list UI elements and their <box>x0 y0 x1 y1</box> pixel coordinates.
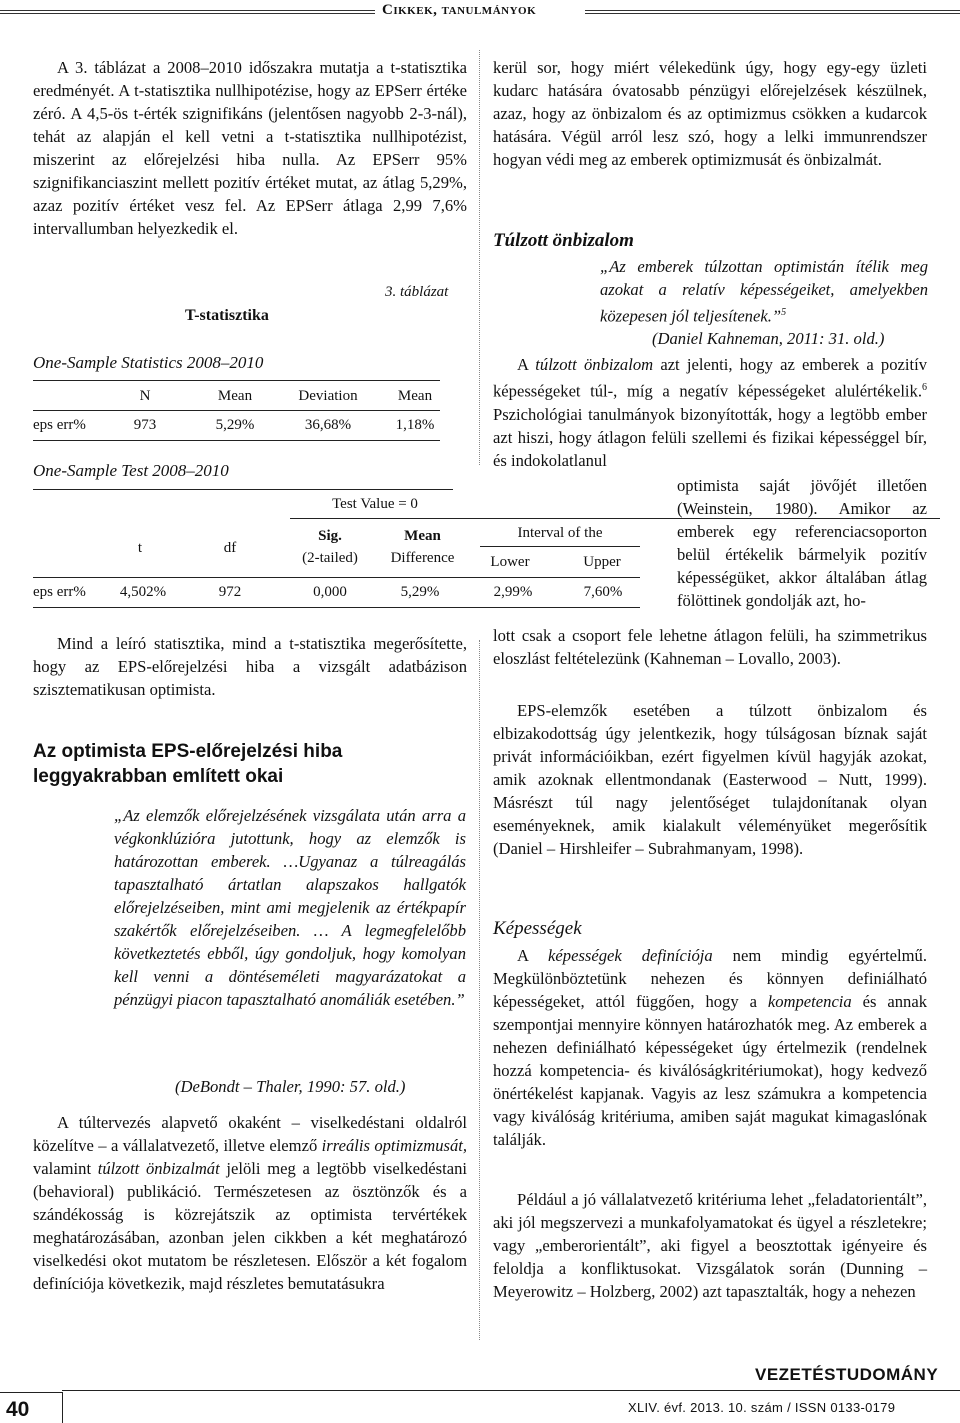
stats-header-rule <box>33 410 440 411</box>
left-quote: „Az elemzők előrejelzésének vizsgálata után arra a végkonklúzióra jutottunk, hogy az elemzők is határozottan emberek. …Ugyanaz a túlreagálás tapasztalható ártatlan alapszakos hallgatók előrejelzéseiben, mint ami megjelenik az értékpapír szakértők előrejelzéseiben. … A legmegfelelőbb következtetés ebből, úgy gondoljuk, hogy komolyan kell venni a döntéseméleti magyarázatokat a pénzügyi piacon tapasztalható anomáliák esetében.” <box>114 806 466 1009</box>
p4-text-c: nem mindig egyértelmű. Megkülönböztetünk nehezen és könnyen definiálható képességeket, attól függően, hogy a <box>493 946 927 1011</box>
right-paragraph-2-wrap: optimista saját jövőjét illetően (Weinstein, 1980). Amikor az emberek egy referenciacsoporton belül értékelik bármelyik pozitív képességüket, akkor általában átlag fölöttinek gondolják azt, ho- <box>677 476 927 610</box>
p4-text-b: képességek definíciója <box>548 946 713 965</box>
stats-row-label: eps err% <box>33 417 86 433</box>
footnote-5: 5 <box>781 307 787 318</box>
header-rule-left <box>0 10 375 14</box>
test-header-lower: Lower <box>490 554 530 570</box>
left-paragraph-2: Mind a leíró statisztika, mind a t-statisztika megerősítette, hogy az EPS-előrejelzési hiba a vizsgált adatbázison szisztematikusan optimista. <box>33 634 467 699</box>
stats-title: One-Sample Statistics 2008–2010 <box>33 353 264 372</box>
stats-row-n: 973 <box>133 417 157 433</box>
p2-text-c: azt jelenti, hogy az emberek a pozitív képességeket túl-, míg a negatív képességeket alulértékelik. <box>493 355 927 401</box>
interval-rule <box>480 546 640 547</box>
p3-text-b: irreális optimizmusát, <box>321 1136 468 1155</box>
test-header-df: df <box>223 540 237 556</box>
test-top-rule <box>33 489 453 490</box>
test-row-lower: 2,99% <box>493 584 533 600</box>
left-paragraph-3 <box>33 1111 467 1295</box>
test-row-label: eps err% <box>33 584 86 600</box>
stats-row-mean: 5,29% <box>215 417 255 433</box>
journal-brand: VEZETÉSTUDOMÁNY <box>755 1365 939 1384</box>
heading-kepessegek: Képességek <box>493 918 582 939</box>
p2-text-d: Pszichológiai tanulmányok bizonyították, hogy a legtöbb ember azt hiszi, hogy átlagon felüli szellemi és fizikai képességgel bír, és indokolatlanul <box>493 404 927 470</box>
test-header-t: t <box>137 540 143 556</box>
header-rule-right <box>585 10 960 14</box>
heading-tulzott-onbizalom: Túlzott önbizalom <box>493 230 634 251</box>
page-number: 40 <box>6 1398 30 1421</box>
test-header-rule <box>33 577 640 578</box>
right-paragraph-5: Például a jó vállalatvezető kritériuma lehet „feladatorientált”, aki jól megszervezi a munkafolyamatokat és ügyel a részletekre; vagy „emberorientált”, aki figyel a beosztottak igényeire és feloldja a konfliktusokat. Vizsgálatok során (Dunning – Meyerowitz – Holzberg, 2002) azt tapasztalták, hogy a nehezen <box>493 1190 927 1301</box>
column-divider <box>479 640 480 1340</box>
table-caption: 3. táblázat <box>385 284 449 300</box>
stats-row-deviation: 36,68% <box>304 417 352 433</box>
right-quote-text: „Az emberek túlzottan optimistán ítélik meg azokat a relatív képességeiket, amelyekben közepesen jól teljesítenek.” <box>600 257 928 326</box>
right-paragraph-1: kerül sor, hogy miért vélekedünk úgy, hogy egy-egy üzleti kudarc hatására óvatosabb pénzügyi előrejelzések készülnek, azaz, hogy az önbizalom és az optimizmus csökken a kudarcok hatására. Végül arról lesz szó, hogy a lelki immunrendszer hogyan védi meg az emberek optimizmusát és önbizalmát. <box>493 58 927 169</box>
stats-top-rule <box>33 380 440 381</box>
test-row-sig: 0,000 <box>313 584 347 600</box>
section-heading: Az optimista EPS-előrejelzési hiba leggyakrabban említett okai <box>33 741 343 787</box>
test-row-t: 4,502% <box>119 584 167 600</box>
test-header-md-2: Difference <box>390 550 455 566</box>
stats-header-deviation: Deviation <box>298 388 358 404</box>
p4-text-a: A <box>517 946 549 965</box>
p4-text-e: és annak szempontjai mennyire könnyen határozhatók meg. Az emberek a nehezen definiálható képességeket úgy értelmezik (rendelnek hozzá kompetencia- és kiválóságkritériumokat), hogy kedvező önértékelést kapjanak. Vagyis az lesz számukra a kompetencia vagy kiválóság kritériuma, amiben saját magukat kimagaslónak találják. <box>493 992 927 1149</box>
right-paragraph-4 <box>493 944 927 1151</box>
stats-row-mean2: 1,18% <box>395 417 435 433</box>
stats-header-n: N <box>139 388 151 404</box>
journal-issue: XLIV. évf. 2013. 10. szám / ISSN 0133-0179 <box>628 1400 896 1415</box>
test-value-header: Test Value = 0 <box>332 496 418 512</box>
test-header-interval: Interval of the <box>517 525 603 541</box>
p3-text-a: A túltervezés alapvető okaként – viselkedéstani oldalról közelítve – a vállalatvezető, illetve elemző <box>33 1113 467 1155</box>
right-paragraph-2 <box>493 353 927 472</box>
test-header-md: Mean <box>404 528 441 544</box>
footer-rule <box>62 1390 960 1391</box>
test-title: One-Sample Test 2008–2010 <box>33 461 229 480</box>
p2-text-b: túlzott önbizalom <box>535 355 654 374</box>
right-quote-source: (Daniel Kahneman, 2011: 31. old.) <box>652 329 885 348</box>
p4-text-d: kompetencia <box>767 992 852 1011</box>
test-header-upper: Upper <box>583 554 621 570</box>
test-header-sig-2: (2-tailed) <box>302 550 358 566</box>
stats-header-mean2: Mean <box>397 388 433 404</box>
left-quote-source: (DeBondt – Thaler, 1990: 57. old.) <box>175 1077 406 1096</box>
p3-text-c: valamint <box>33 1159 98 1178</box>
right-paragraph-2-end: lott csak a csoport fele lehetne átlagon felüli, ha szimmetrikus eloszlást feltételezünk (Kahneman – Lovallo, 2003). <box>493 626 927 668</box>
stats-header-mean: Mean <box>217 388 253 404</box>
p3-text-e: jelöli meg a legtöbb viselkedéstani (behavioral) publikáció. Természetesen az ösztönzők és a szándékosság is közrejátszik az optimista tervértékek meghatározásában, azonban jelen cikkben a két meghatározó viselkedési okot mutatom be részletesen. Először a két fogalom definíciója következik, majd részletes bemutatásukra <box>33 1159 467 1293</box>
p3-text-d: túlzott önbizalmát <box>97 1159 220 1178</box>
section-title: Cikkek, tanulmányok <box>382 2 537 18</box>
test-header-sig: Sig. <box>318 528 342 544</box>
test-row-df: 972 <box>218 584 242 600</box>
test-bottom-rule <box>33 607 640 608</box>
right-paragraph-3: EPS-elemzők esetében a túlzott önbizalom és elbizakodottság úgy jelentkezik, hogy túlságosan bíznak saját privát információikban, ezért figyelmen kívül hagyják azokat, amik azoknak ellentmondanak (Easterwood – Nutt, 1999). Másrészt túl nagy jelentőséget tulajdonítanak olyan eseményeknek, amik kialakult véleményüket megerősítik (Daniel – Hirshleifer – Subrahmanyam, 1998). <box>493 701 927 858</box>
test-row-md: 5,29% <box>400 584 440 600</box>
column-divider-top <box>479 50 480 465</box>
right-quote <box>600 255 928 328</box>
p2-text-a: A <box>517 355 536 374</box>
footnote-6: 6 <box>922 382 927 393</box>
test-row-upper: 7,60% <box>583 584 623 600</box>
table-title: T-statisztika <box>185 307 269 324</box>
stats-bottom-rule <box>33 440 440 441</box>
left-paragraph-1: A 3. táblázat a 2008–2010 időszakra mutatja a t-statisztika eredményét. A t-statisztika nullhipotézise, hogy az EPSerr értéke zéró. A 4,5-ös t-érték szignifikáns (jelentősen nagyobb 2-3-nál), tehát az alapján el kell vetni a t-statisztika nullhipotézist, miszerint az előrejelzési hiba nulla. Az EPSerr 95% szignifikanciaszint mellett pozitív értéket mutat, az átlag 5,29%, azaz pozitív értéket vesz fel. Az EPSerr átlaga 2,99 7,6% intervallumban helyezkedik el. <box>33 58 467 238</box>
